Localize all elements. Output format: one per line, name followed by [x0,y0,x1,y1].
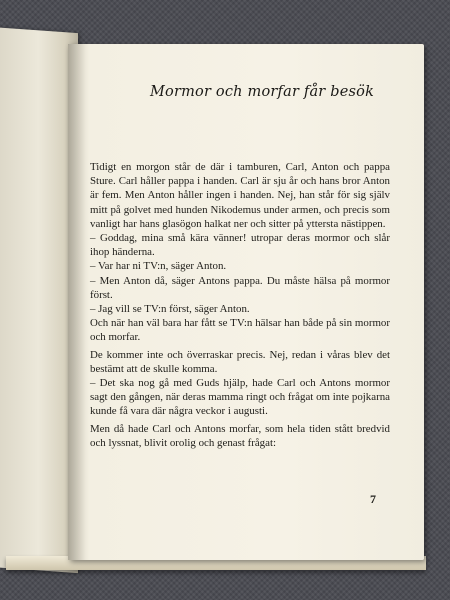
paragraph: – Jag vill se TV:n först, säger Anton. [90,303,250,316]
body-text [90,160,390,450]
paragraph: Och när han väl bara har fått se TV:n hälsar han både på sin mormor och morfar. [90,317,390,344]
paragraph: – Goddag, mina små kära vänner! utropar deras mormor och slår ihop händerna. [90,232,390,259]
chapter-title: Mormor och morfar får besök [150,84,375,100]
paragraph: – Men Anton då, säger Antons pappa. Du måste hälsa på mormor först. [90,274,390,301]
paragraph: Men då hade Carl och Antons morfar, som hela tiden stått bredvid och lyssnat, blivit orolig och genast frågat: [90,422,390,449]
gutter-shadow [68,44,86,560]
page-number: 7 [370,492,376,506]
paragraph: – Det ska nog gå med Guds hjälp, hade Carl och Antons mormor sagt den gången, när deras mamma ringt och frågat om inte pojkarna kunde få vara där några veckor i augusti. [90,377,390,418]
left-page [0,27,78,573]
paragraph: Tidigt en morgon står de där i tamburen, Carl, Anton och pappa Sture. Carl håller pappa i handen. Carl är sju år och hans bror Anton är fem. Men Anton håller ingen i handen. Nej, han står för sig själv mitt på golvet med hunden Nikodemus under armen, och precis som vanligt har hans glasögon halkat ner och sitter på yttersta nästippen. [90,161,390,230]
paragraph: De kommer inte och överraskar precis. Nej, redan i våras blev det bestämt att de skulle komma. [90,348,390,375]
paragraph: – Var har ni TV:n, säger Anton. [90,260,227,273]
